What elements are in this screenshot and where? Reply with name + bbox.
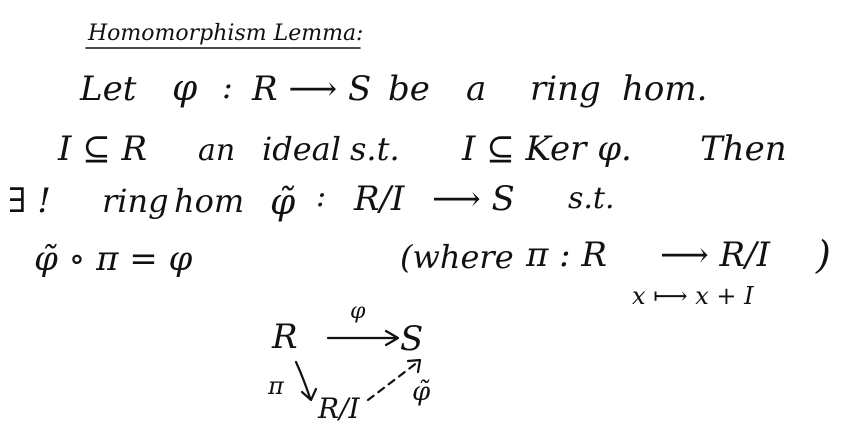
quotient-r-i: R/I: [354, 179, 405, 219]
pi-map: π : R: [526, 235, 608, 275]
phi-tilde: φ̃: [270, 182, 296, 223]
st-text-2: s.t.: [568, 181, 615, 216]
diagram-pi-label: π: [268, 372, 284, 400]
st-text: s.t.: [350, 130, 400, 168]
diagram-quotient: R/I: [318, 392, 360, 425]
kernel-inclusion: I ⊆ Ker φ.: [462, 129, 632, 169]
heading: Homomorphism Lemma:: [88, 21, 364, 46]
map-r-to-s: R ⟶ S: [252, 69, 372, 109]
map-rule: x ⟼ x + I: [632, 282, 754, 310]
diagram-phi-tilde-label: φ̃: [412, 377, 431, 407]
ideal-inclusion: I ⊆ R: [58, 129, 148, 169]
arrow-quotient: ⟶ R/I: [660, 235, 771, 275]
dashed-arrow-quotient-to-s: [368, 362, 418, 400]
ring-text: ring: [530, 69, 601, 109]
close-paren: ): [816, 233, 831, 277]
ideal-text: ideal: [262, 130, 341, 168]
phi-symbol: φ: [172, 68, 198, 109]
an-text: an: [198, 133, 236, 168]
colon: :: [222, 68, 233, 106]
exists-unique: ∃ !: [8, 181, 51, 221]
diagram-r: R: [272, 317, 298, 357]
diagram-s: S: [400, 319, 424, 359]
colon-2: :: [316, 179, 327, 214]
let-text: Let: [80, 69, 137, 109]
hom-text: hom.: [622, 69, 708, 109]
where-text: (where: [400, 238, 514, 276]
then-text: Then: [700, 129, 787, 169]
ring-text-2: ring: [102, 182, 169, 220]
a-text: a: [466, 69, 487, 109]
composition-eq: φ̃ ∘ π = φ: [34, 239, 193, 279]
diagram-phi-label: φ: [350, 299, 366, 324]
be-text: be: [388, 69, 430, 109]
arrow-to-s: ⟶ S: [432, 179, 515, 219]
hom-text-2: hom: [174, 182, 245, 220]
